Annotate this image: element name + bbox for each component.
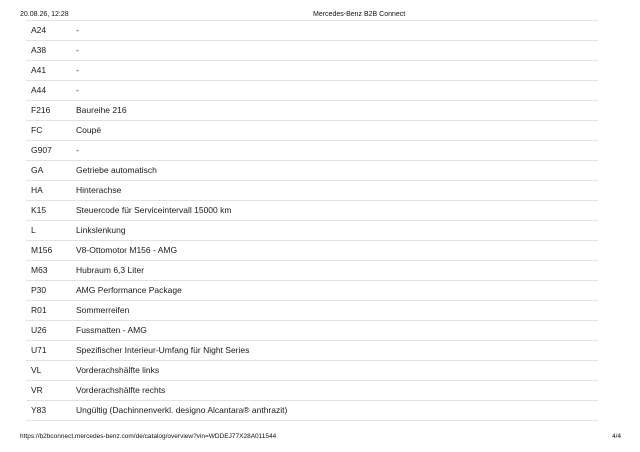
equipment-description: Steuercode für Serviceintervall 15000 km bbox=[76, 201, 598, 221]
equipment-description: AMG Performance Package bbox=[76, 281, 598, 301]
table-row bbox=[26, 101, 598, 121]
equipment-code: A41 bbox=[26, 61, 76, 81]
equipment-description: Sommerreifen bbox=[76, 301, 598, 321]
table-row bbox=[26, 301, 598, 321]
equipment-description: Spezifischer Interieur-Umfang für Night Series bbox=[76, 341, 598, 361]
equipment-description: Hubraum 6,3 Liter bbox=[76, 261, 598, 281]
print-footer bbox=[20, 432, 621, 442]
print-page-title: Mercedes-Benz B2B Connect bbox=[313, 11, 406, 18]
equipment-code: FC bbox=[26, 121, 76, 141]
equipment-description: Hinterachse bbox=[76, 181, 598, 201]
equipment-code: R01 bbox=[26, 301, 76, 321]
equipment-code: VR bbox=[26, 381, 76, 401]
equipment-code: M156 bbox=[26, 241, 76, 261]
print-datetime: 20.08.26, 12:28 bbox=[20, 11, 69, 18]
equipment-description: - bbox=[76, 61, 598, 81]
print-header bbox=[20, 10, 621, 20]
equipment-description: Linkslenkung bbox=[76, 221, 598, 241]
equipment-description: - bbox=[76, 141, 598, 161]
equipment-code: VL bbox=[26, 361, 76, 381]
table-row bbox=[26, 321, 598, 341]
table-row bbox=[26, 121, 598, 141]
equipment-codes-body bbox=[26, 21, 598, 421]
page-number: 4/4 bbox=[611, 433, 621, 440]
table-row bbox=[26, 181, 598, 201]
equipment-code: K15 bbox=[26, 201, 76, 221]
table-row bbox=[26, 261, 598, 281]
equipment-description: V8-Ottomotor M156 - AMG bbox=[76, 241, 598, 261]
table-row bbox=[26, 281, 598, 301]
equipment-code: U26 bbox=[26, 321, 76, 341]
equipment-description: Fussmatten - AMG bbox=[76, 321, 598, 341]
equipment-description: Coupé bbox=[76, 121, 598, 141]
equipment-code: F216 bbox=[26, 101, 76, 121]
equipment-code: GA bbox=[26, 161, 76, 181]
table-row bbox=[26, 41, 598, 61]
equipment-codes-table bbox=[26, 20, 598, 421]
table-row bbox=[26, 381, 598, 401]
table-row bbox=[26, 141, 598, 161]
equipment-description: Getriebe automatisch bbox=[76, 161, 598, 181]
equipment-description: Vorderachshälfte links bbox=[76, 361, 598, 381]
equipment-code: A24 bbox=[26, 21, 76, 41]
print-url: https://b2bconnect.mercedes-benz.com/de/catalog/overview?vin=WDDEJ77X28A011544 bbox=[20, 433, 277, 440]
equipment-description: - bbox=[76, 41, 598, 61]
equipment-code: Y83 bbox=[26, 401, 76, 421]
table-row bbox=[26, 161, 598, 181]
equipment-description: Ungültig (Dachinnenverkl. designo Alcantara® anthrazit) bbox=[76, 401, 598, 421]
equipment-description: - bbox=[76, 81, 598, 101]
table-row bbox=[26, 241, 598, 261]
equipment-code: G907 bbox=[26, 141, 76, 161]
table-row bbox=[26, 361, 598, 381]
table-row bbox=[26, 341, 598, 361]
equipment-description: Vorderachshälfte rechts bbox=[76, 381, 598, 401]
table-row bbox=[26, 21, 598, 41]
equipment-description: Baureihe 216 bbox=[76, 101, 598, 121]
equipment-code: A44 bbox=[26, 81, 76, 101]
equipment-description: - bbox=[76, 21, 598, 41]
equipment-code: A38 bbox=[26, 41, 76, 61]
table-row bbox=[26, 401, 598, 421]
equipment-code: P30 bbox=[26, 281, 76, 301]
table-row bbox=[26, 61, 598, 81]
table-row bbox=[26, 221, 598, 241]
equipment-code: HA bbox=[26, 181, 76, 201]
equipment-code: M63 bbox=[26, 261, 76, 281]
equipment-code: U71 bbox=[26, 341, 76, 361]
equipment-code: L bbox=[26, 221, 76, 241]
table-row bbox=[26, 201, 598, 221]
table-row bbox=[26, 81, 598, 101]
